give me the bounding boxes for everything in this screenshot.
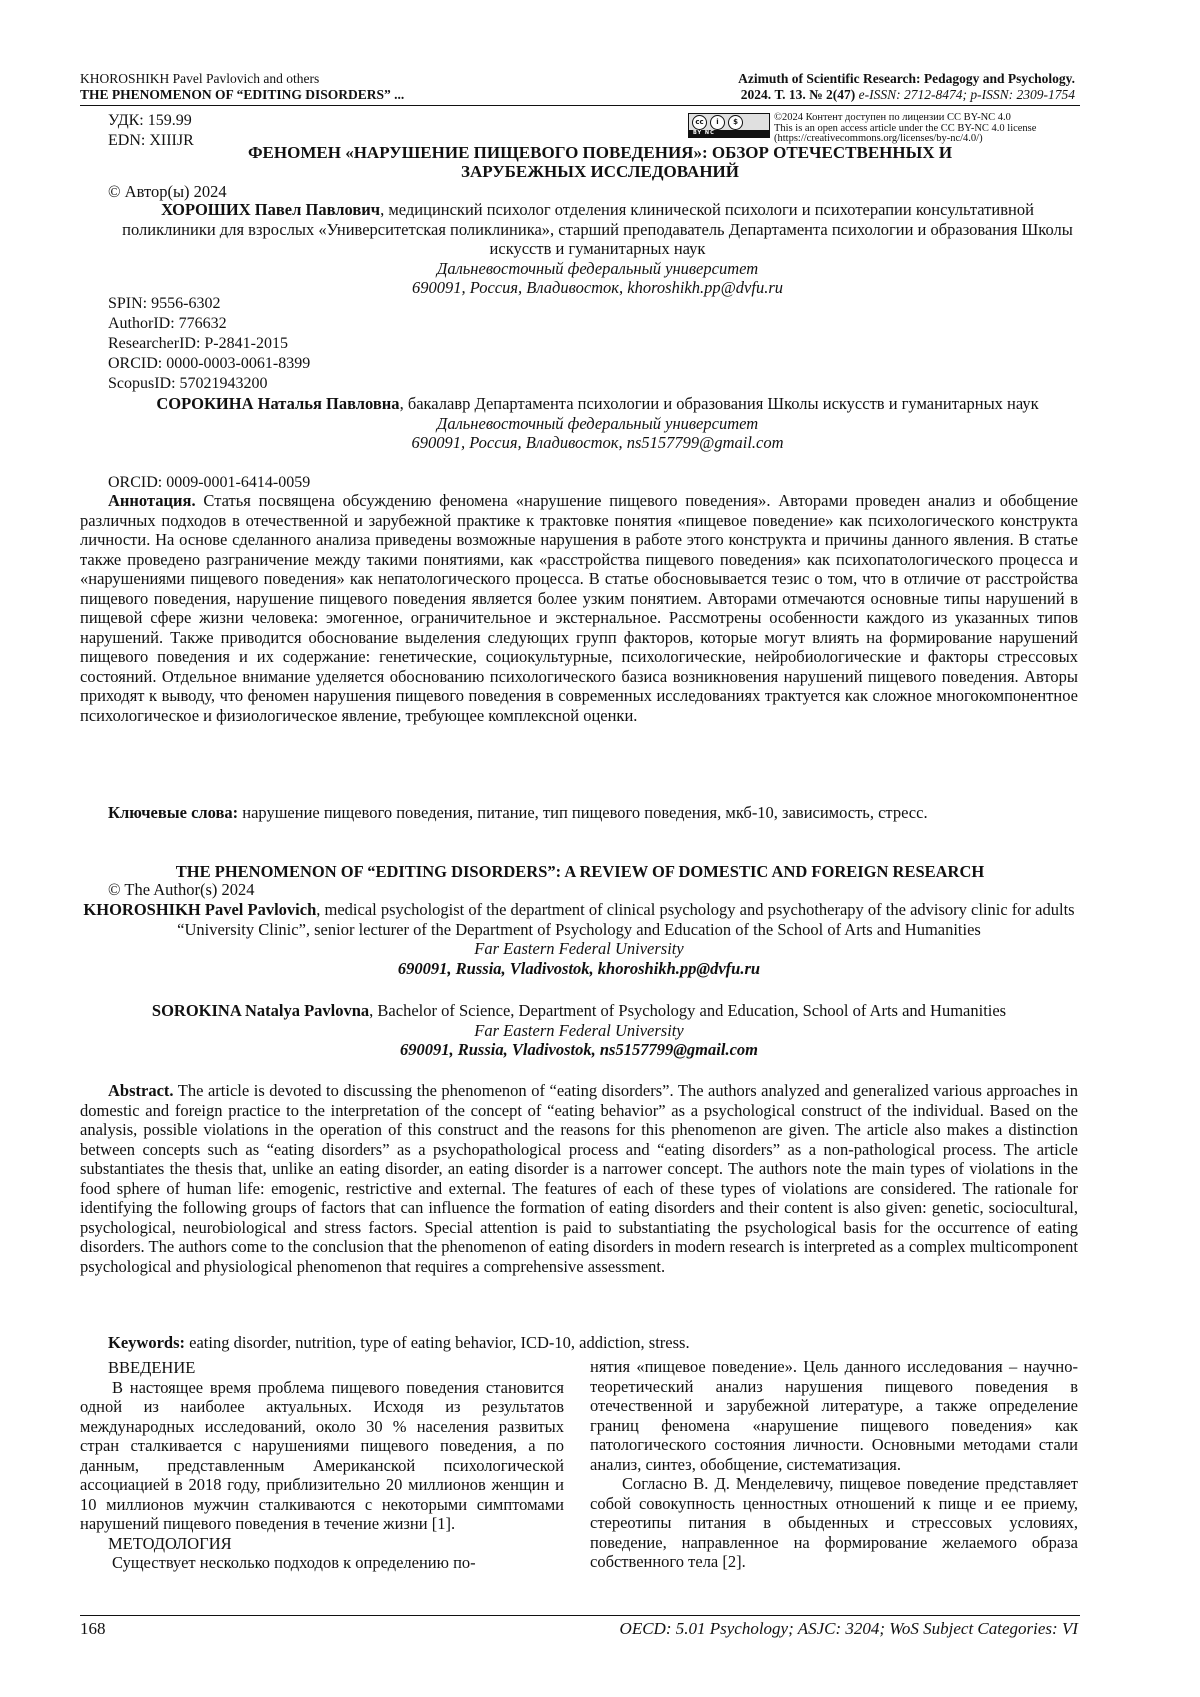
keywords-text-ru: нарушение пищевого поведения, питание, тип пищевого поведения, мкб-10, зависимость, стресс. <box>238 803 928 822</box>
article-title-en: THE PHENOMENON OF “EDITING DISORDERS”: A REVIEW OF DOMESTIC AND FOREIGN RESEARCH <box>175 862 985 881</box>
cc-by-nc-icon: cc i $ BY NC <box>688 113 770 138</box>
scopus-id: ScopusID: 57021943200 <box>108 375 268 392</box>
method-paragraph-continued: нятия «пищевое поведение». Цель данного исследования – научно-теоретический анализ нарушения пищевого поведения в отечественной и зарубежной литературе, а также определение границ феномена «нарушение пищевого поведения» как патологического состояния личности. Основными методами стали анализ, синтез, обобщение, систематизация. <box>590 1357 1078 1474</box>
copyright-en: © The Author(s) 2024 <box>108 880 255 899</box>
keywords-label-en: Keywords: <box>108 1333 185 1352</box>
author2-orcid: ORCID: 0009-0001-6414-0059 <box>108 474 311 491</box>
author1-name-ru: ХОРОШИХ Павел Павлович <box>161 200 381 219</box>
subject-classification: OECD: 5.01 Psychology; ASJC: 3204; WoS Subject Categories: VI <box>619 1619 1078 1638</box>
author2-name-en: SOROKINA Natalya Pavlovna <box>151 1001 370 1020</box>
abstract-text-en: The article is devoted to discussing the phenomenon of “eating disorders”. The authors analyzed and generalized various approaches in domestic and foreign practice to the interpretation of the concept of “eating behavior” as a psychological construct of the individual. Based on the analysis, possible violations in the operation of this construct and the reasons for this phenomenon are given. The article also makes a distinction between concepts such as “eating disorders” as a psychopathological process and “eating disorders” as a non-pathological process. The article substantiates the thesis that, unlike an eating disorder, an eating disorder is a narrower concept. The authors note the main types of violations in the food sphere of human life: emogenic, restrictive and external. The features of each of these types of violations are considered. The rationale for identifying the following groups of factors that can influence the formation of eating disorders and their content is also given: genetic, sociocultural, psychological, neurobiological and stress factors. Special attention is paid to substantiating the psychological basis for the occurrence of eating disorders. The authors come to the conclusion that the phenomenon of eating disorders in modern research is interpreted as a complex multicomponent psychological and physiological phenomenon that requires a comprehensive assessment. <box>80 1081 1078 1276</box>
journal-volume: 2024. Т. 13. № 2(47) <box>740 87 856 102</box>
journal-issn: e-ISSN: 2712-8474; p-ISSN: 2309-1754 <box>855 87 1075 102</box>
author2-ru <box>120 394 1075 453</box>
author2-addr-ru: 690091, Россия, Владивосток, ns5157799@gmail.com <box>411 433 784 452</box>
intro-paragraph: В настоящее время проблема пищевого поведения становится одной из наиболее актуальных. Исходя из результатов международных исследований, около 30 % населения развитых стран сталкивается с нарушениями пищевого поведения, а по данным, представленным Американской психологической ассоциацией в 2018 году, приблизительно 20 миллионов женщин и 10 миллионов мужчин сталкиваются с некоторыми симптомами нарушений пищевого поведения в течение жизни [1]. <box>80 1377 564 1533</box>
author1-addr-en: 690091, Russia, Vladivostok, khoroshikh.pp@dvfu.ru <box>397 958 761 978</box>
license-ru: ©2024 Контент доступен по лицензии CC BY-NC 4.0 <box>774 112 1011 123</box>
author1-org-ru: Дальневосточный федеральный университет <box>436 258 759 278</box>
abstract-label-ru: Аннотация. <box>108 491 196 510</box>
header-divider <box>80 105 1080 106</box>
author2-desc-ru: , бакалавр Департамента психологии и образования Школы искусств и гуманитарных наук <box>399 394 1039 413</box>
author1-identifiers <box>108 294 310 394</box>
author2-org-ru: Дальневосточный федеральный университет <box>436 413 759 433</box>
author1-desc-ru: , медицинский психолог отделения клинической психологи и психотерапии консультативной поликлиники для взрослых «Университетская поликлиника», старший преподаватель Департамента психологии и образования Школы искусств и гуманитарных наук <box>122 200 1073 258</box>
spin-id: SPIN: 9556-6302 <box>108 295 221 312</box>
body-left-column <box>80 1358 564 1573</box>
running-header-right <box>738 71 1075 103</box>
abstract-text-ru: Статья посвящена обсуждению феномена «нарушение пищевого поведения». Авторами проведен анализ и обобщение различных подходов в отечественной и зарубежной практике к трактовке понятия «пищевое поведение» как психологического конструкта личности. На основе сделанного анализа приведены возможные нарушения в работе этого конструкта и причины данного явления. В статье также проведено разграничение между такими понятиями, как «расстройства пищевого поведения» как психопатологического процесса и «нарушениями пищевого поведения» как непатологического процесса. В статье обосновывается тезис о том, что в отличие от расстройства пищевого поведения, нарушение пищевого поведения является более узким понятием. Авторами отмечаются основные типы нарушений в пищевой сфере жизни человека: эмогенное, ограничительное и экстернальное. Рассмотрены особенности каждого из указанных типов нарушений. Также приводится обоснование выделения следующих групп факторов, которые могут влиять на формирование нарушений пищевого поведения и их содержание: генетические, социокультурные, психологические, нейробиологические и факторы стрессовых состояний. Отдельное внимание уделяется обоснованию психологического базиса возникновения нарушений пищевого поведения. Авторы приходят к выводу, что феномен нарушения пищевого поведения в современных исследованиях трактуется как сложное многокомпонентное психологическое и физиологическое явление, требующее комплексной оценки. <box>80 491 1078 725</box>
page-number: 168 <box>80 1619 106 1638</box>
running-header-left <box>80 71 404 103</box>
edn-code: EDN: XIIIJR <box>108 132 194 149</box>
title-ru-line2: ЗАРУБЕЖНЫХ ИССЛЕДОВАНИЙ <box>460 162 739 181</box>
article-title-ru <box>100 143 1100 181</box>
header-short-title: THE PHENOMENON OF “EDITING DISORDERS” ... <box>80 87 405 102</box>
orcid-id: ORCID: 0000-0003-0061-8399 <box>108 355 311 372</box>
author1-org-en: Far Eastern Federal University <box>474 939 684 958</box>
license-en: This is an open access article under the CC BY-NC 4.0 license <box>774 122 1037 134</box>
header-authors: KHOROSHIKH Pavel Pavlovich and others <box>80 71 320 86</box>
title-ru-line1: ФЕНОМЕН «НАРУШЕНИЕ ПИЩЕВОГО ПОВЕДЕНИЯ»: ОБЗОР ОТЕЧЕСТВЕННЫХ И <box>247 143 953 162</box>
author1-ru <box>120 200 1075 298</box>
cc-badge-label: BY NC <box>693 130 715 136</box>
keywords-en <box>80 1333 1078 1353</box>
researcher-id: ResearcherID: P-2841-2015 <box>108 335 288 352</box>
journal-name: Azimuth of Scientific Research: Pedagogy and Psychology. <box>738 71 1075 86</box>
author2-org-en: Far Eastern Federal University <box>474 1020 684 1040</box>
body-right-column <box>590 1357 1078 1572</box>
abstract-label-en: Abstract. <box>108 1081 174 1100</box>
license-link[interactable]: (https://creativecommons.org/licenses/by-nc/4.0/) <box>774 133 983 144</box>
author2-name-ru: СОРОКИНА Наталья Павловна <box>156 394 400 413</box>
keywords-label-ru: Ключевые слова: <box>108 803 239 822</box>
author1-name-en: KHOROSHIKH Pavel Pavlovich <box>83 900 317 919</box>
section-heading-method: МЕТОДОЛОГИЯ <box>108 1533 232 1553</box>
definition-paragraph: Согласно В. Д. Менделевичу, пищевое поведение представляет собой совокупность ценностных отношений к пище и ее приему, стереотипы питания в обыденных и стрессовых условиях, поведение, направленное на формирование желаемого образа собственного тела [2]. <box>590 1474 1078 1571</box>
license-block <box>688 113 1036 145</box>
author2-addr-en: 690091, Russia, Vladivostok, ns5157799@gmail.com <box>400 1040 758 1059</box>
udk-code: УДК: 159.99 <box>108 112 192 129</box>
abstract-en <box>80 1081 1078 1276</box>
author1-desc-en: , medical psychologist of the department of clinical psychology and psychotherapy of the advisory clinic for adults “University Clinic”, senior lecturer of the Department of Psychology and Education of the School of Arts and Humanities <box>177 900 1075 939</box>
copyright-ru: © Автор(ы) 2024 <box>108 182 227 201</box>
abstract-ru <box>80 491 1078 725</box>
author-id: AuthorID: 776632 <box>108 315 227 332</box>
author1-en <box>80 900 1078 978</box>
footer-divider <box>80 1615 1080 1616</box>
method-paragraph: Существует несколько подходов к определению по- <box>112 1553 476 1572</box>
keywords-ru <box>80 803 1078 823</box>
section-heading-intro: ВВЕДЕНИЕ <box>108 1358 196 1377</box>
keywords-text-en: eating disorder, nutrition, type of eating behavior, ICD-10, addiction, stress. <box>185 1333 690 1352</box>
author2-desc-en: , Bachelor of Science, Department of Psychology and Education, School of Arts and Humanities <box>369 1001 1007 1020</box>
author2-en <box>100 1001 1058 1060</box>
author1-addr-ru: 690091, Россия, Владивосток, khoroshikh.pp@dvfu.ru <box>412 278 783 297</box>
